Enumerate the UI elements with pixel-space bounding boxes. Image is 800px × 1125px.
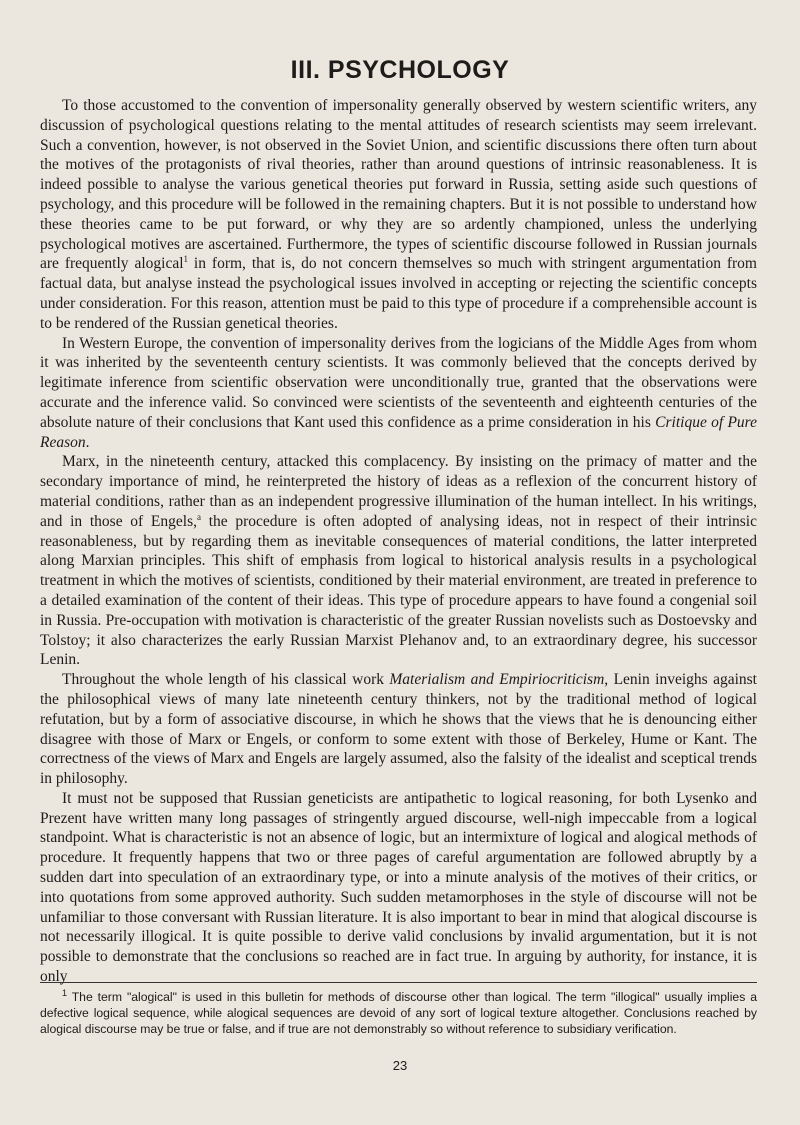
paragraph-text: It must not be supposed that Russian geneticists are antipathetic to logical reasoning, for both Lysenko and Prezent have written many long passages of stringently argued discourse, well-nigh impeccable from a logical standpoint. What is characteristic is not an absence of logic, but an intermixture of logical and alogical methods of procedure. It frequently happens that two or three pages of careful argumentation are followed abruptly by a sudden dart into speculation of an extraordinary type, or into a minute analysis of the motives of their critics, or into quotations from some approved authority. Such sudden metamorphoses in the style of discourse will not be unfamiliar to those conversant with Russian literature. It is also important to bear in mind that alogical discourse is not necessarily illogical. It is quite possible to derive valid conclusions by invalid argumentation, but it is not possible to demonstrate that the conclusions so reached are in fact true. In arguing by authority, for instance, it is only xyxy=(40,789,757,986)
paragraph-text-continued: . xyxy=(85,433,90,451)
chapter-title: III. PSYCHOLOGY xyxy=(290,56,510,84)
paragraph-5 xyxy=(40,789,757,987)
paragraph-text-continued: the procedure is often adopted of analysing ideas, not in respect of their intrinsic reasonableness, but by regarding them as inevitable consequences of material conditions, the latter interpreted along Marxian principles. This shift of emphasis from logical to historical analysis results in a psychological treatment in which the motives of scientists, conditioned by their material environment, are treated in preference to a detailed examination of the content of their ideas. This type of procedure appears to have found a congenial soil in Russia. Pre-occupation with motivation is characteristic of the greater Russian novelists such as Dostoevsky and Tolstoy; it also characterizes the early Russian Marxist Plehanov and, to an extraordinary degree, his successor Lenin. xyxy=(40,512,757,669)
paragraph-1 xyxy=(40,96,757,334)
book-title: Materialism and Empiriocriticism xyxy=(389,671,605,689)
paragraph-4 xyxy=(40,670,757,789)
footnote-divider xyxy=(40,982,757,983)
footnote-marker: 1 xyxy=(62,987,68,998)
footnote-text: The term "alogical" is used in this bulletin for methods of discourse other than logical. The term "illogical" usually implies a defective logical sequence, while alogical sequences are devoid of any sort of logical texture altogether. Conclusions reached by alogical discourse may be true or false, and if true are not demonstrably so without reference to subsidiary verification. xyxy=(40,990,757,1036)
paragraph-2 xyxy=(40,334,757,453)
footnote-ref: 1 xyxy=(183,254,189,265)
paragraph-text: Marx, in the nineteenth century, attacked this complacency. By insisting on the primacy of matter and the secondary importance of mind, he reinterpreted the history of ideas as a reflexion of the concurrent history of material conditions, rather than as an independent progressive illumination of the human intellect. In his writings, and in those of Engels, xyxy=(40,453,757,530)
book-title: Critique of Pure Reason xyxy=(40,413,758,451)
footnote xyxy=(40,989,757,1037)
paragraph-3 xyxy=(40,452,757,670)
page-number: 23 xyxy=(392,1058,408,1073)
footnote-ref: a xyxy=(196,511,201,522)
paragraph-text-continued: in form, that is, do not concern themselves so much with stringent argumentation from factual data, but analyse instead the psychological issues involved in accepting or rejecting the scientific concepts under consideration. For this reason, attention must be paid to this type of procedure if a comprehensible account is to be rendered of the Russian genetical theories. xyxy=(40,255,757,332)
paragraph-text: In Western Europe, the convention of impersonality derives from the logicians of the Middle Ages from whom it was inherited by the seventeenth century scientists. It was commonly believed that the concepts derived by legitimate inference from scientific observation were unconditionally true, granted that the observations were accurate and the inference valid. So convinced were scientists of the seventeenth and eighteenth centuries of the absolute nature of their conclusions that Kant used this confidence as a prime consideration in his xyxy=(40,334,757,431)
body-text xyxy=(40,96,757,987)
paragraph-text: Throughout the whole length of his classical work xyxy=(62,671,390,689)
paragraph-text: To those accustomed to the convention of impersonality generally observed by western scientific writers, any discussion of psychological questions relating to the mental attitudes of research scientists may seem irrelevant. Such a convention, however, is not observed in the Soviet Union, and scientific discussions there often turn about the motives of the protagonists of rival theories, rather than around questions of intrinsic reasonableness. It is indeed possible to analyse the various genetical theories put forward in Russia, setting aside such questions of psychology, and this procedure will be followed in the remaining chapters. But it is not possible to understand how these theories came to be put forward, or why they are so ardently championed, unless the underlying psychological motives are ascertained. Furthermore, the types of scientific discourse followed in Russian journals are frequently alogical xyxy=(40,97,757,273)
paragraph-text-continued: , Lenin inveighs against the philosophical views of many late nineteenth century thinkers, not by the traditional method of logical refutation, but by a form of associative discourse, in which he shows that the views that he is denouncing either disagree with those of Marx or Engels, or conform to some extent with those of Berkeley, Hume or Kant. The correctness of the views of Marx and Engels are largely assumed, also the falsity of the idealist and sceptical trends in philosophy. xyxy=(40,671,757,788)
